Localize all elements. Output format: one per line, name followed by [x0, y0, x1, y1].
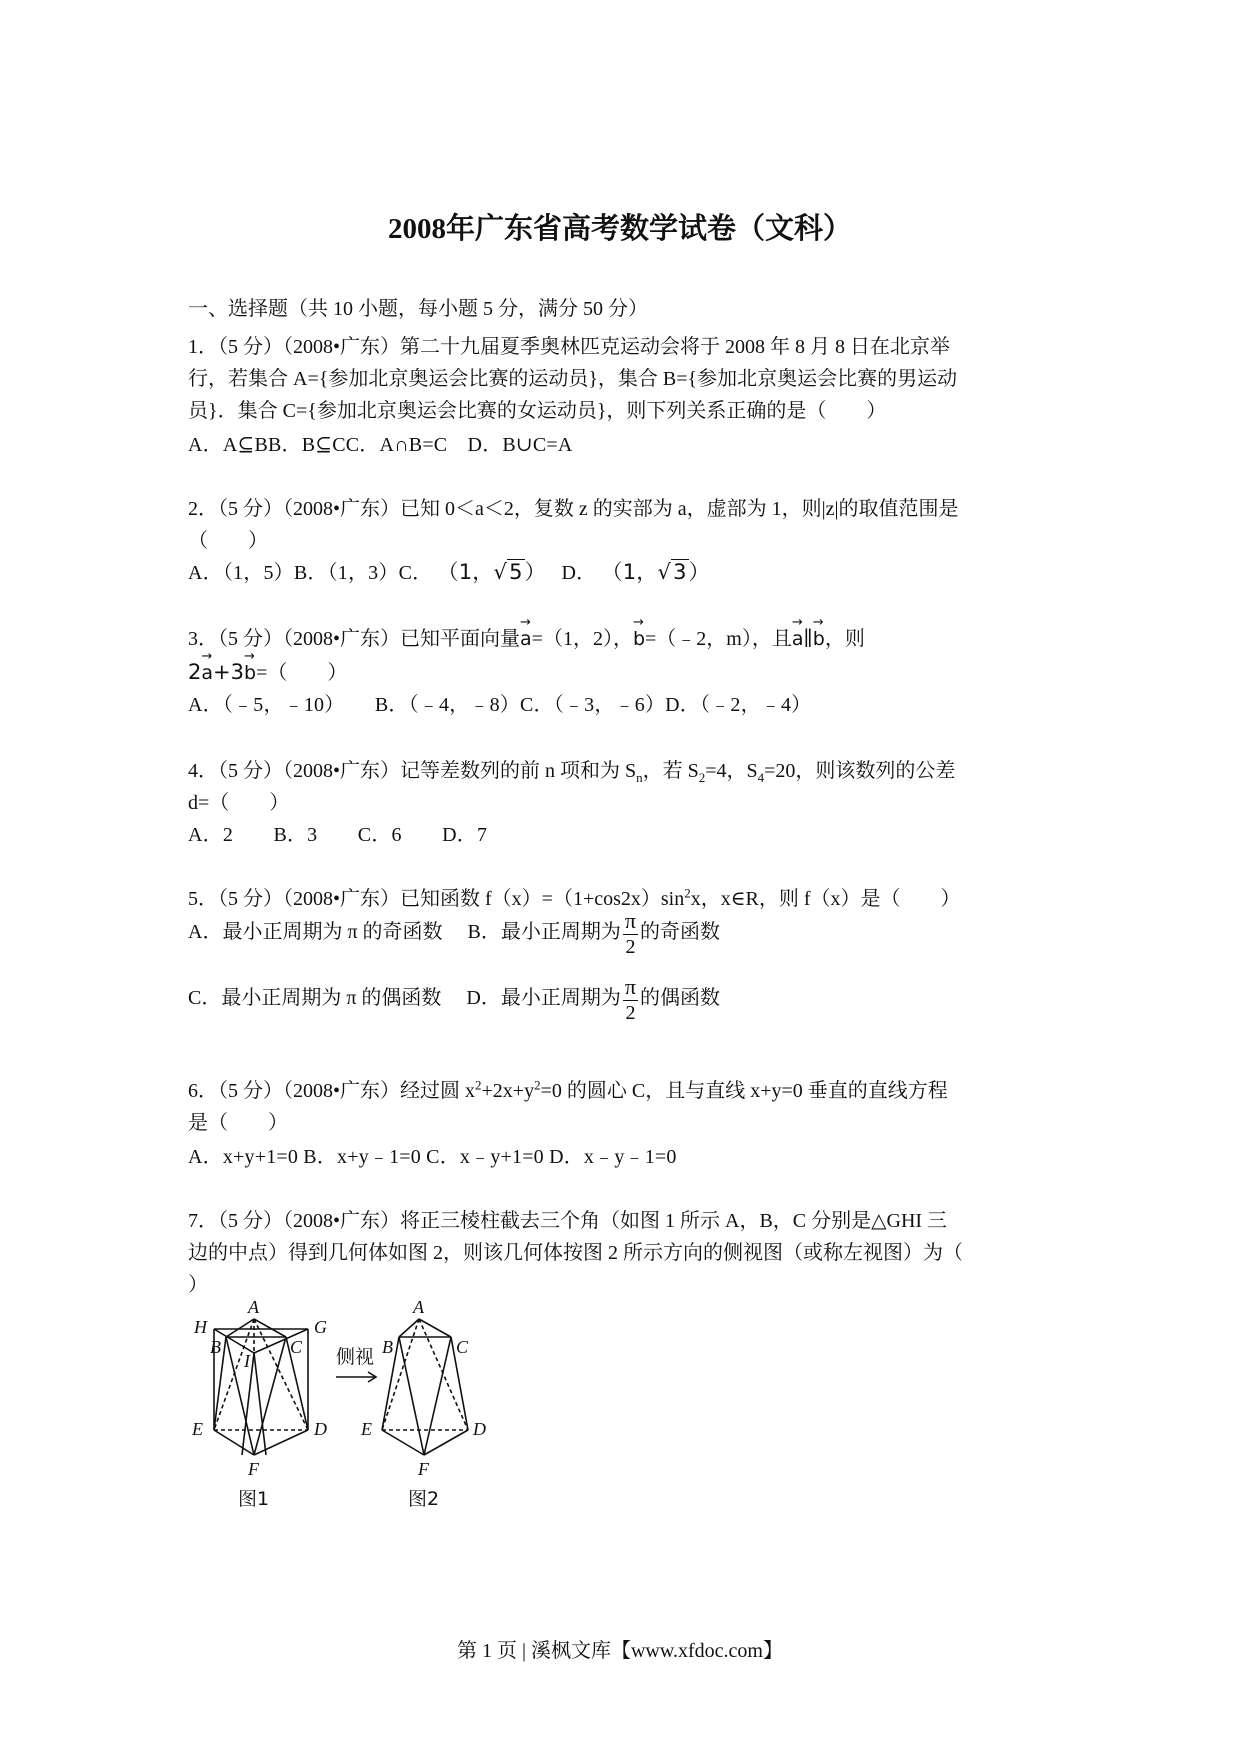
- q1-line-2: 行，若集合 A={参加北京奥运会比赛的运动员}，集合 B={参加北京奥运会比赛的男运动: [188, 368, 958, 390]
- q2-options-ab: A．（1，5）B．（1，3）C．: [188, 562, 433, 584]
- page-footer: 第 1 页 | 溪枫文库【www.xfdoc.com】: [456, 1640, 783, 1662]
- fraction-pi-over-2: $\frac{\pi}{2}$: [624, 908, 636, 958]
- q3-options: A．（﹣5，﹣10） B．（﹣4，﹣8）C．（﹣3，﹣6）D．（﹣2，﹣4）: [188, 694, 812, 716]
- q2-option-d: （1，√3）: [601, 560, 710, 584]
- label-D: D: [314, 1419, 327, 1439]
- vector-b-3: → b: [244, 662, 256, 684]
- vector-a-3: → a: [201, 662, 213, 684]
- page-title: 2008年广东省高考数学试卷（文科）: [387, 213, 852, 245]
- q1-options: A．A⊆BB．B⊆CC．A∩B=C D．B∪C=A: [188, 434, 573, 456]
- q7-figures: [186, 1295, 546, 1510]
- label-E-2: E: [361, 1419, 372, 1439]
- label-B-2: B: [382, 1337, 393, 1357]
- q2-line-2: （ ）: [188, 530, 268, 552]
- q7-line-2: 边的中点）得到几何体如图 2，则该几何体按图 2 所示方向的侧视图（或称左视图）为（: [188, 1242, 963, 1264]
- label-F: F: [248, 1459, 259, 1479]
- q7-line-1: 7．（5 分）（2008•广东）将正三棱柱截去三个角（如图 1 所示 A，B，C 分别是△GHI 三: [188, 1210, 948, 1232]
- q5-options-ab: A．最小正周期为 π 的奇函数 B．最小正周期为 $\frac{\pi}{2}$ 的奇函数: [188, 908, 720, 958]
- q3-line-2: 2→ a+3→ b=（ ）: [188, 656, 347, 685]
- label-A: A: [248, 1297, 259, 1317]
- vector-b: → b: [633, 628, 645, 650]
- q2-option-c: （1，√5）: [437, 560, 546, 584]
- fraction-pi-over-2-b: $\frac{\pi}{2}$: [624, 974, 636, 1024]
- q1-line-3: 员}．集合 C={参加北京奥运会比赛的女运动员}，则下列关系正确的是（ ）: [188, 400, 887, 422]
- q2-options: [188, 556, 710, 586]
- section-heading: 一、选择题（共 10 小题，每小题 5 分，满分 50 分）: [188, 298, 648, 320]
- label-F-2: F: [418, 1459, 429, 1479]
- q2-line-1: 2．（5 分）（2008•广东）已知 0＜a＜2，复数 z 的实部为 a，虚部为 1，则|z|的取值范围是: [188, 498, 959, 520]
- q3-line-1: 3．（5 分）（2008•广东）已知平面向量→ a=（1，2），→ b=（﹣2，m），且→ a∥→ b，则: [188, 622, 865, 651]
- q6-options: A．x+y+1=0 B．x+y﹣1=0 C．x﹣y+1=0 D．x﹣y﹣1=0: [188, 1146, 677, 1168]
- label-D-2: D: [473, 1419, 486, 1439]
- vector-a-2: → a: [792, 628, 804, 650]
- arrow-label: 侧视: [336, 1346, 375, 1368]
- q4-line-1: 4．（5 分）（2008•广东）记等差数列的前 n 项和为 $S_n$，若 $S_2=4$，$S_4=20$，则该数列的公差: [188, 760, 956, 785]
- vector-b-2: → b: [813, 628, 825, 650]
- q6-line-1: 6．（5 分）（2008•广东）经过圆 $x^2+2x+y^2=0$ 的圆心 C，且与直线 x+y=0 垂直的直线方程: [188, 1077, 948, 1102]
- label-I: I: [244, 1351, 250, 1371]
- label-C: C: [290, 1337, 303, 1357]
- label-A-2: A: [413, 1297, 424, 1317]
- q4-line-2: d=（ ）: [188, 792, 290, 814]
- fig1-caption: 图1: [238, 1488, 270, 1510]
- q1-line-1: 1．（5 分）（2008•广东）第二十九届夏季奥林匹克运动会将于 2008 年 8 月 8 日在北京举: [188, 336, 951, 358]
- label-H: H: [194, 1317, 207, 1337]
- label-G: G: [314, 1317, 327, 1337]
- vector-a: → a: [520, 628, 532, 650]
- fig2-caption: 图2: [408, 1488, 440, 1510]
- q2-option-d-label: D．: [561, 562, 597, 584]
- q6-line-2: 是（ ）: [188, 1112, 288, 1134]
- q7-line-3: ）: [188, 1274, 208, 1296]
- q4-options: A．2 B．3 C．6 D．7: [188, 824, 488, 846]
- q5-options-cd: C．最小正周期为 π 的偶函数 D．最小正周期为 $\frac{\pi}{2}$ 的偶函数: [188, 974, 720, 1024]
- label-E: E: [192, 1419, 203, 1439]
- q5-line-1: 5．（5 分）（2008•广东）已知函数 $f(x)=(1+\cos 2x)\sin^2x$，x∈R，则 f（x）是（ ）: [188, 885, 961, 910]
- label-C-2: C: [456, 1337, 469, 1357]
- label-B: B: [210, 1337, 221, 1357]
